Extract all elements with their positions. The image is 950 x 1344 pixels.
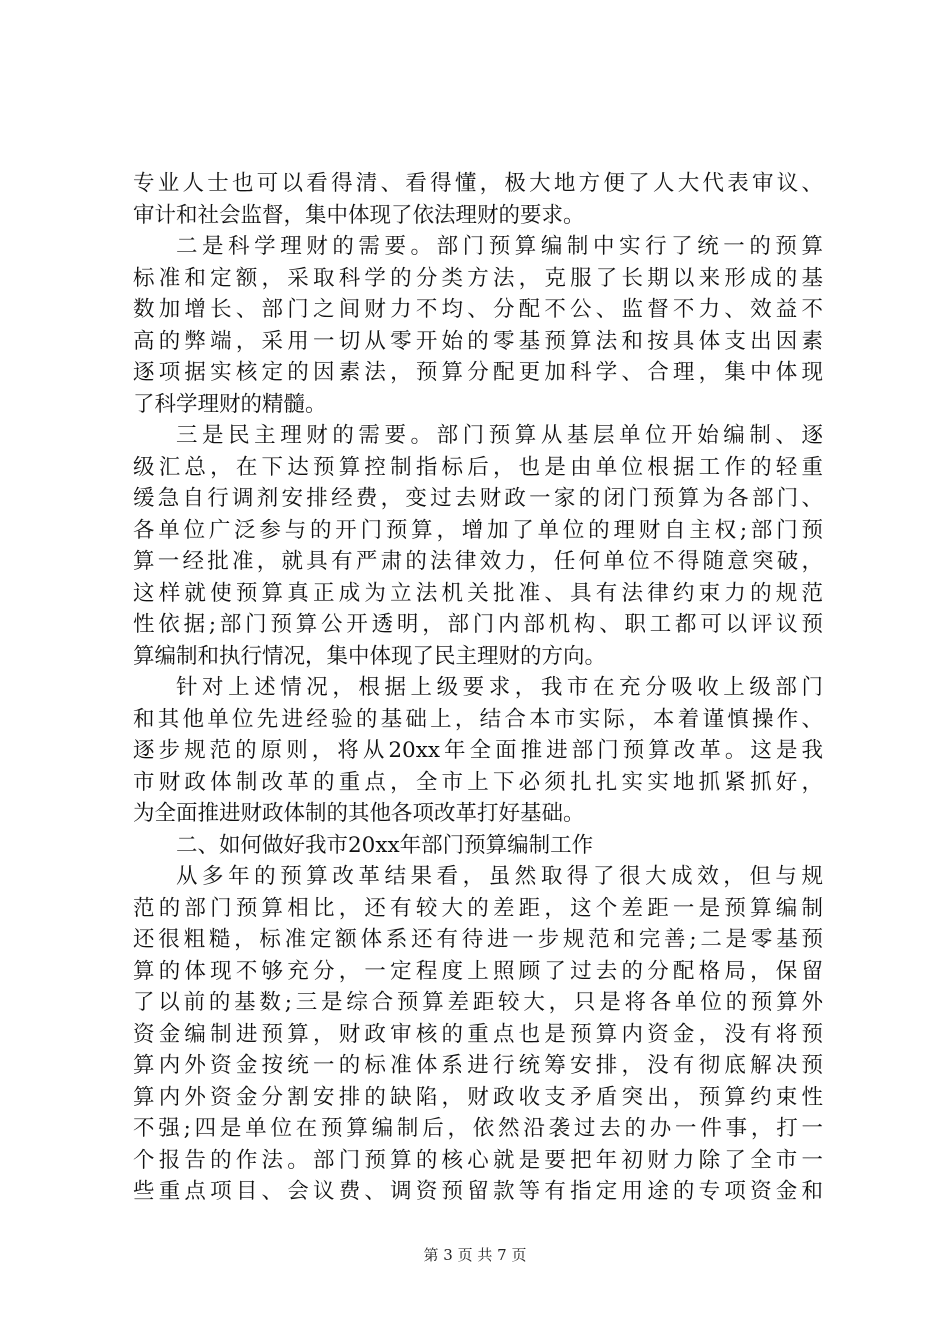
text-line: 逐项据实核定的因素法，预算分配更加科学、合理，集中体现: [133, 360, 823, 385]
text-line: 算的体现不够充分，一定程度上照顾了过去的分配格局，保留: [133, 958, 823, 984]
text-line: 缓急自行调剂安排经费，变过去财政一家的闭门预算为各部门、: [133, 486, 823, 511]
text-line: 各单位广泛参与的开门预算，增加了单位的理财自主权;部门预: [133, 517, 823, 543]
text-line: 高的弊端，采用一切从零开始的零基预算法和按具体支出因素: [133, 328, 823, 354]
text-line: 不强;四是单位在预算编制后，依然沿袭过去的办一件事，打一: [133, 1116, 823, 1141]
text-line: 二是科学理财的需要。部门预算编制中实行了统一的预算: [176, 234, 823, 259]
text-line: 这样就使预算真正成为立法机关批准、具有法律约束力的规范: [133, 580, 823, 606]
text-line: 性依据;部门预算公开透明，部门内部机构、职工都可以评议预: [133, 612, 823, 637]
text-line: 数加增长、部门之间财力不均、分配不公、监督不力、效益不: [133, 297, 823, 322]
text-line: 从多年的预算改革结果看，虽然取得了很大成效，但与规: [176, 864, 823, 889]
text-line: 逐步规范的原则，将从20xx年全面推进部门预算改革。这是我: [133, 738, 823, 763]
text-line: 专业人士也可以看得清、看得懂，极大地方便了人大代表审议、: [133, 171, 823, 196]
text-line: 还很粗糙，标准定额体系还有待进一步规范和完善;二是零基预: [133, 927, 823, 952]
text-line: 些重点项目、会议费、调资预留款等有指定用途的专项资金和: [133, 1179, 823, 1204]
document-body: [133, 168, 823, 1208]
text-line: 算内外资金按统一的标准体系进行统筹安排，没有彻底解决预: [133, 1053, 823, 1078]
text-line: 级汇总，在下达预算控制指标后，也是由单位根据工作的轻重: [133, 454, 823, 480]
text-line: 和其他单位先进经验的基础上，结合本市实际，本着谨慎操作、: [133, 706, 823, 732]
text-line: 了科学理财的精髓。: [133, 391, 327, 417]
text-line: 算一经批准，就具有严肃的法律效力，任何单位不得随意突破，: [133, 549, 823, 574]
text-line: 审计和社会监督，集中体现了依法理财的要求。: [133, 202, 585, 228]
text-line: 针对上述情况，根据上级要求，我市在充分吸收上级部门: [176, 675, 823, 700]
page-footer: 第 3 页 共 7 页: [423, 1246, 527, 1264]
text-line: 二、如何做好我市20xx年部门预算编制工作: [176, 832, 594, 858]
text-line: 标准和定额，采取科学的分类方法，克服了长期以来形成的基: [133, 265, 823, 291]
text-line: 市财政体制改革的重点，全市上下必须扎扎实实地抓紧抓好，: [133, 769, 823, 795]
text-line: 算编制和执行情况，集中体现了民主理财的方向。: [133, 643, 607, 669]
text-line: 算内外资金分割安排的缺陷，财政收支矛盾突出，预算约束性: [133, 1084, 823, 1110]
text-line: 个报告的作法。部门预算的核心就是要把年初财力除了全市一: [133, 1147, 823, 1173]
text-line: 为全面推进财政体制的其他各项改革打好基础。: [133, 801, 585, 826]
text-line: 三是民主理财的需要。部门预算从基层单位开始编制、逐: [176, 423, 823, 448]
text-line: 范的部门预算相比，还有较大的差距，这个差距一是预算编制: [133, 895, 823, 921]
text-line: 资金编制进预算，财政审核的重点也是预算内资金，没有将预: [133, 1021, 823, 1047]
text-line: 了以前的基数;三是综合预算差距较大，只是将各单位的预算外: [133, 990, 823, 1015]
